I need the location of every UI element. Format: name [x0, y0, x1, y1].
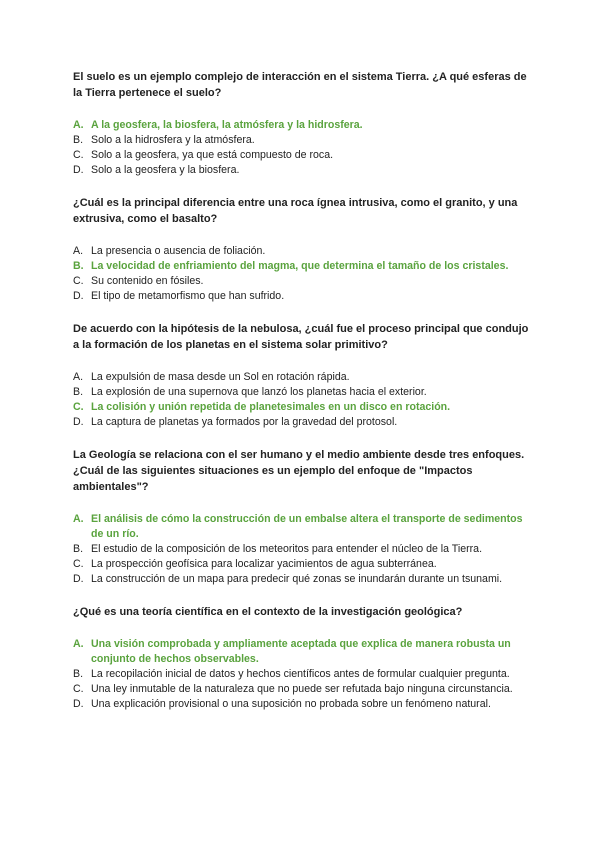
option-text: La colisión y unión repetida de planetesimales en un disco en rotación.	[91, 401, 451, 413]
question-2-text: ¿Cuál es la principal diferencia entre una roca ígnea intrusiva, como el granito, y una extrusiva, como el basalto?	[73, 197, 518, 225]
option-letter: A.	[73, 371, 84, 383]
option-4c	[73, 557, 535, 572]
question-5-options	[73, 637, 535, 712]
question-5-text: ¿Qué es una teoría científica en el contexto de la investigación geológica?	[73, 606, 463, 618]
option-text: La construcción de un mapa para predecir qué zonas se inundarán durante un tsunami.	[91, 573, 503, 585]
option-text: El estudio de la composición de los meteoritos para entender el núcleo de la Tierra.	[91, 543, 483, 555]
option-text: Solo a la geosfera y la biosfera.	[91, 164, 240, 176]
option-2a	[73, 244, 535, 259]
question-1	[73, 69, 535, 178]
option-3d	[73, 415, 535, 430]
question-5	[73, 604, 535, 712]
option-text: Solo a la hidrosfera y la atmósfera.	[91, 134, 255, 146]
option-letter: A.	[73, 119, 84, 131]
option-letter: B.	[73, 134, 84, 146]
document-page	[73, 69, 535, 729]
option-text: Una ley inmutable de la naturaleza que no puede ser refutada bajo ninguna circunstancia.	[91, 683, 513, 695]
option-2b	[73, 259, 535, 274]
option-letter: C.	[73, 275, 84, 287]
option-5c	[73, 682, 535, 697]
option-text: La expulsión de masa desde un Sol en rotación rápida.	[91, 371, 350, 383]
option-4b	[73, 542, 535, 557]
option-text: El tipo de metamorfismo que han sufrido.	[91, 290, 285, 302]
question-4-text: La Geología se relaciona con el ser humano y el medio ambiente desde tres enfoques. ¿Cuál de las siguientes situaciones es un ejemplo del enfoque de "Impactos ambientales"?	[73, 449, 525, 493]
option-text: La prospección geofísica para localizar yacimientos de agua subterránea.	[91, 558, 437, 570]
option-letter: A.	[73, 513, 84, 525]
option-text: Su contenido en fósiles.	[91, 275, 204, 287]
option-1d	[73, 163, 535, 178]
option-3c	[73, 400, 535, 415]
option-letter: B.	[73, 386, 84, 398]
question-3-text: De acuerdo con la hipótesis de la nebulosa, ¿cuál fue el proceso principal que condujo a la formación de los planetas en el sistema solar primitivo?	[73, 323, 529, 351]
option-letter: D.	[73, 290, 84, 302]
option-2c	[73, 274, 535, 289]
option-letter: D.	[73, 164, 84, 176]
option-5d	[73, 697, 535, 712]
option-text: La recopilación inicial de datos y hechos científicos antes de formular cualquier pregunta.	[91, 668, 510, 680]
option-1b	[73, 133, 535, 148]
option-letter: C.	[73, 683, 84, 695]
option-text: Una visión comprobada y ampliamente aceptada que explica de manera robusta un conjunto de hechos observables.	[91, 638, 511, 665]
option-text: El análisis de cómo la construcción de un embalse altera el transporte de sedimentos de un río.	[91, 513, 523, 540]
option-text: Una explicación provisional o una suposición no probada sobre un fenómeno natural.	[91, 698, 491, 710]
option-3b	[73, 385, 535, 400]
option-1a	[73, 118, 535, 133]
option-text: La explosión de una supernova que lanzó los planetas hacia el exterior.	[91, 386, 427, 398]
option-text: La velocidad de enfriamiento del magma, que determina el tamaño de los cristales.	[91, 260, 509, 272]
option-4a	[73, 512, 535, 542]
option-text: Solo a la geosfera, ya que está compuesto de roca.	[91, 149, 334, 161]
option-5b	[73, 667, 535, 682]
option-letter: D.	[73, 573, 84, 585]
option-letter: C.	[73, 558, 84, 570]
question-2-options	[73, 244, 535, 304]
option-5a	[73, 637, 535, 667]
question-2	[73, 195, 535, 304]
question-4	[73, 447, 535, 587]
option-1c	[73, 148, 535, 163]
option-letter: A.	[73, 638, 84, 650]
option-3a	[73, 370, 535, 385]
option-letter: C.	[73, 149, 84, 161]
option-4d	[73, 572, 535, 587]
option-letter: B.	[73, 668, 84, 680]
option-2d	[73, 289, 535, 304]
question-3	[73, 321, 535, 430]
option-text: A la geosfera, la biosfera, la atmósfera y la hidrosfera.	[91, 119, 363, 131]
question-3-options	[73, 370, 535, 430]
option-text: La presencia o ausencia de foliación.	[91, 245, 266, 257]
option-letter: B.	[73, 260, 84, 272]
option-letter: C.	[73, 401, 84, 413]
option-letter: D.	[73, 698, 84, 710]
option-letter: A.	[73, 245, 84, 257]
question-4-options	[73, 512, 535, 587]
option-text: La captura de planetas ya formados por la gravedad del protosol.	[91, 416, 398, 428]
question-1-text: El suelo es un ejemplo complejo de interacción en el sistema Tierra. ¿A qué esferas de la Tierra pertenece el suelo?	[73, 71, 527, 99]
option-letter: B.	[73, 543, 84, 555]
option-letter: D.	[73, 416, 84, 428]
question-1-options	[73, 118, 535, 178]
